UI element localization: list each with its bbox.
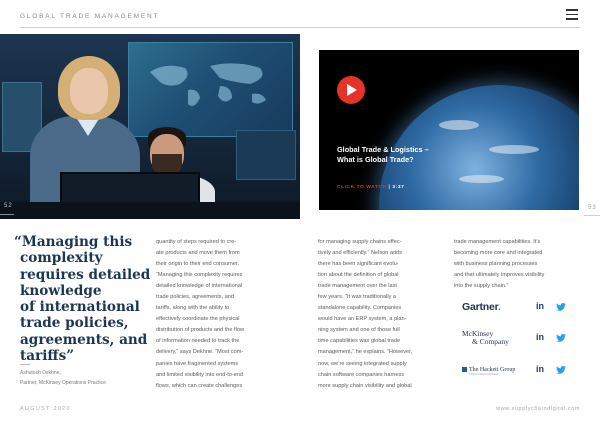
page-number-left: 52 [4,203,13,209]
mckinsey-logo: McKinsey & Company [462,329,509,346]
body-column-2: for managing supply chains effec- tively and efficiently.” Nelson adds there has been significant evolu- tion about the definition of global trade management over the last few years. “It was traditionally a standalone capability. Companies would have an ERP system, a plan- ning system and one of those full time capabilities was global trade management,” he explains. “However, now, we’re seeing integrated supply chain software companies harness more supply chain visibility and global [318,239,413,389]
video-player[interactable] [319,50,579,210]
body-column-1: quantity of steps required to cre- ate products and move them from their origin to their end consumer. “Managing this complexity requires detailed knowledge of international trade policies, agreements, and tariffs, along with the ability to effectively coordinate the physical distribution of products and the flow of information needed to track the delivery,” says Dekhne. “Most com- panies have fragmented systems and limited visibility into end-to-end flows, which can create challenges [156,239,244,389]
masthead: GLOBAL TRADE MANAGEMENT [20,13,160,20]
body-column-3: trade management capabilities. It’s becoming more core and integrated with business planning processes and that ultimately improves visibility into the supply chain.” [454,239,545,290]
page-number-right: 53 [588,205,597,211]
world-map-graphic [140,54,280,114]
partner-row-gartner [462,299,582,319]
article-photo [0,34,300,219]
header-divider [20,27,580,28]
linkedin-icon[interactable]: in [536,364,544,374]
click-to-watch-link[interactable]: CLICK TO WATCH | 3:37 [337,185,405,190]
quote-author-title: Partner, McKinsey Operations Practice [20,380,106,386]
desk [0,202,300,219]
twitter-icon[interactable] [556,366,566,374]
page-number-rule [584,215,600,216]
video-title: Global Trade & Logistics – What is Global Trade? [337,145,429,164]
twitter-icon[interactable] [556,303,566,311]
footer-url[interactable]: www.supplychaindigital.com [496,406,581,412]
page-number-rule [0,214,14,215]
partner-row-hackett [462,362,582,382]
footer-date: AUGUST 2020 [20,406,71,412]
quote-divider [20,364,30,365]
gartner-logo: Gartner. [462,301,501,313]
linkedin-icon[interactable]: in [536,332,544,342]
pull-quote: “Managing this complexity requires detailed knowledge of international trade policies, agreements, and tariffs” [14,234,151,365]
hamburger-menu-icon[interactable] [566,9,578,20]
side-monitor [236,130,296,180]
hackett-logo: The Hackett Group Empowering Performance [462,367,515,376]
twitter-icon[interactable] [556,334,566,342]
partner-row-mckinsey [462,330,582,350]
quote-author: Ashutosh Dekhne, [20,370,61,376]
play-icon[interactable] [337,76,365,104]
linkedin-icon[interactable]: in [536,301,544,311]
